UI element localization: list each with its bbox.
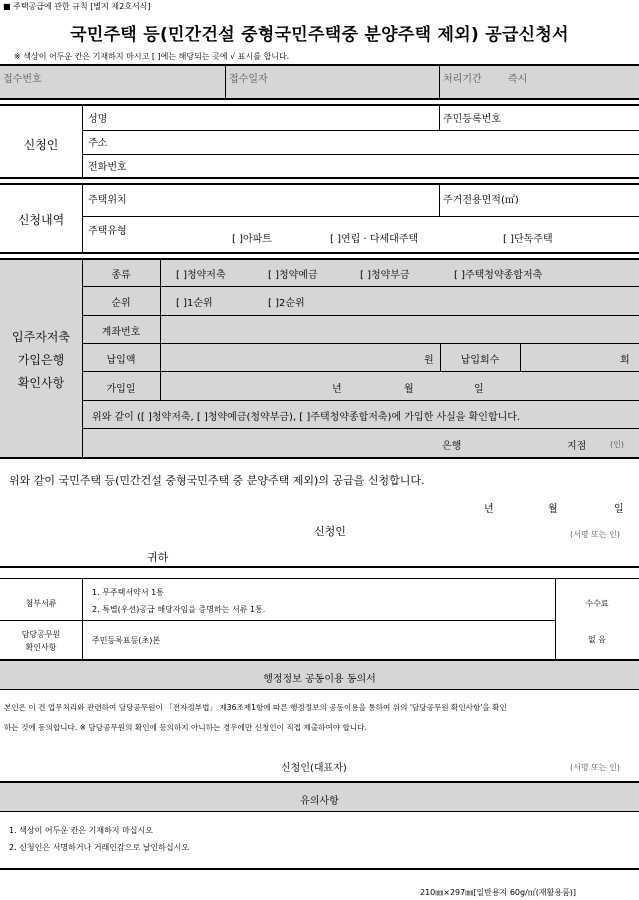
consent-text-line1: 본인은 이 건 업무처리와 관련하여 담당공무원이 「전자정부법」 제36조제1항에 따른 행정정보의 공동이용을 통하여 위의 '담당공무원 확인사항'을 확인 [4,703,507,712]
law-reference: ■ 주택공급에 관한 규칙 [별지 제2호서식] [3,2,151,11]
paper-size-spec: 210㎜×297㎜[일반용지 60g/㎡(재활용품)] [420,888,577,897]
branch-label: 지점 [567,441,587,452]
consent-signature-field[interactable]: (서명 또는 인) [570,763,620,772]
fee-label: 수수료 [585,599,609,608]
join-date-label: 가입일 [106,384,136,395]
form-note: ※ 색상이 어두운 칸은 기재하지 마시고 [ ]에는 해당되는 곳에 √ 표시를 합니다. [14,52,290,61]
consent-header: 행정정보 공동이용 동의서 [263,674,376,685]
floor-area-field[interactable]: 주거전용면적(㎡) [443,195,519,206]
bank-seal-mark: (인) [610,440,624,449]
official-check-label-line1: 담당공무원 [21,630,61,639]
receipt-row [0,66,639,98]
payment-count-label: 납입회수 [460,355,500,366]
consent-signer-label: 신청인(대표자) [281,763,347,774]
join-day-unit: 일 [474,384,484,395]
bank-section-line2: 가입은행 [17,353,65,367]
declaration-month-unit: 월 [548,504,558,515]
declaration-text: 위와 같이 국민주택 등(민간건설 중형국민주택 중 분양주택 제외)의 공급을 신청합니다. [9,474,425,487]
note-item-2: 2. 신청인은 서명하거나 거래인감으로 날인하십시오 [9,843,190,852]
declaration-signature-field[interactable]: (서명 또는 인) [570,530,620,539]
rank-label: 순위 [111,298,131,309]
times-unit: 회 [620,355,630,366]
attachment-item-2: 2. 특별(우선)공급 해당자임을 증명하는 서류 1통. [92,605,266,614]
declaration-year-unit: 년 [484,504,494,515]
kind-subscription-installment-checkbox[interactable]: [ ]청약부금 [360,270,410,281]
account-number-label: 계좌번호 [101,327,141,338]
bank-section-line3: 확인사항 [17,376,65,390]
house-type-label: 주택유형 [88,226,127,237]
applicant-address-field[interactable]: 주소 [88,138,108,149]
consent-text-line2: 하는 것에 동의합니다. ※ 담당공무원의 확인에 동의하지 아니하는 경우에만 신청인이 직접 제출하여야 합니다. [4,723,367,732]
receipt-date-label: 접수일자 [229,74,268,85]
kind-comprehensive-savings-checkbox[interactable]: [ ]주택청약종합저축 [454,270,543,281]
processing-period-label: 처리기간 [443,74,482,85]
notes-header: 유의사항 [300,796,339,807]
bank-name-label: 은행 [442,441,462,452]
rank-second-checkbox[interactable]: [ ]2순위 [268,298,305,309]
applicant-phone-field[interactable]: 전화번호 [88,162,127,173]
house-type-apartment-checkbox[interactable]: [ ]아파트 [232,234,272,245]
fee-value: 없 음 [588,635,606,644]
rank-first-checkbox[interactable]: [ ]1순위 [176,298,213,309]
applicant-resident-number-field[interactable]: 주민등록번호 [443,114,501,125]
applicant-section-label: 신청인 [23,138,59,152]
house-type-detached-checkbox[interactable]: [ ]단독주택 [503,234,553,245]
payment-amount-label: 납입액 [106,355,136,366]
bank-confirmation-text: 위와 같이 ([ ]청약저축, [ ]청약예금(청약부금), [ ]주택청약종합저축)에 가입한 사실을 확인합니다. [92,412,521,423]
kind-subscription-savings-checkbox[interactable]: [ ]청약저축 [176,270,226,281]
page-title: 국민주택 등(민간건설 중형국민주택중 분양주택 제외) 공급신청서 [70,25,569,45]
official-check-item: 주민등록표등(초)본 [92,636,161,645]
applicant-name-field[interactable]: 성명 [88,114,108,125]
attachment-item-1: 1. 무주택서약서 1통 [92,588,164,597]
declaration-day-unit: 일 [614,504,624,515]
recipient-honorific: 귀하 [147,551,169,564]
bank-section-line1: 입주자저축 [12,330,70,344]
official-check-label-line2: 확인사항 [25,643,57,652]
won-unit: 원 [424,355,434,366]
kind-subscription-deposit-checkbox[interactable]: [ ]청약예금 [268,270,318,281]
join-year-unit: 년 [332,384,342,395]
declaration-applicant-label: 신청인 [314,525,346,538]
attachments-label: 첨부서류 [25,599,57,608]
house-type-multiplex-checkbox[interactable]: [ ]연립 · 다세대주택 [330,234,419,245]
note-item-1: 1. 색상이 어두운 칸은 기재하지 마십시오 [9,826,153,835]
join-month-unit: 월 [404,384,414,395]
deposit-kind-label: 종류 [111,270,131,281]
details-section-label: 신청내역 [17,213,65,227]
receipt-number-label: 접수번호 [3,74,42,85]
processing-period-value: 즉시 [508,74,528,85]
house-location-field[interactable]: 주택위치 [88,195,127,206]
